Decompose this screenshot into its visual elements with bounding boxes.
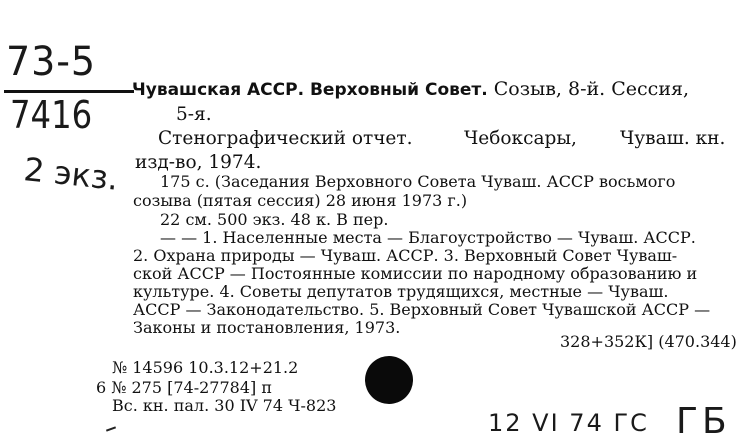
subject-line-2: 2. Охрана природы — Чуваш. АССР. 3. Верховный Совет Чуваш- bbox=[133, 246, 678, 265]
registration-number: № 14596 10.3.12+21.2 bbox=[112, 358, 299, 377]
subject-line-1: — — 1. Населенные места — Благоустройство — Чуваш. АССР. bbox=[160, 228, 696, 247]
format-line: 22 см. 500 экз. 48 к. В пер. bbox=[160, 210, 389, 229]
classification-index: 328+352К] (470.344) bbox=[560, 332, 737, 351]
session-number: 5-я. bbox=[176, 104, 212, 125]
punch-hole bbox=[365, 356, 413, 404]
heading-author: Чувашская АССР. Верховный Совет. bbox=[132, 80, 488, 100]
pub-publisher: Чуваш. кн. bbox=[620, 128, 726, 149]
pub-house-year: изд-во, 1974. bbox=[135, 152, 262, 173]
description-line-2: созыва (пятая сессия) 28 июня 1973 г.) bbox=[133, 191, 468, 210]
pub-city: Чебоксары, bbox=[464, 128, 577, 149]
call-number-top: 73-5 bbox=[6, 39, 97, 85]
subject-line-6: Законы и постановления, 1973. bbox=[133, 318, 401, 337]
description-line-1: 175 с. (Заседания Верховного Совета Чуваш. АССР восьмого bbox=[160, 172, 676, 191]
doc-title: Стенографический отчет. bbox=[158, 128, 413, 149]
heading-convocation: Созыв, 8-й. Сессия, bbox=[487, 78, 690, 100]
subject-line-5: АССР — Законодательство. 5. Верховный Совет Чувашской АССР — bbox=[133, 300, 711, 319]
handwritten-initials: ГБ bbox=[676, 401, 731, 442]
subject-line-3: ской АССР — Постоянные комиссии по народному образованию и bbox=[133, 264, 698, 283]
subject-line-4: культуре. 4. Советы депутатов трудящихся, местные — Чуваш. bbox=[133, 282, 669, 301]
book-chamber-line: Вс. кн. пал. 30 IV 74 Ч-823 bbox=[112, 396, 337, 415]
pen-mark bbox=[106, 426, 116, 431]
card-number: 6 № 275 [74-27784] п bbox=[96, 378, 273, 397]
heading-line bbox=[132, 78, 689, 101]
copies-note: 2 экз. bbox=[22, 150, 121, 198]
call-number-bottom: 7416 bbox=[10, 93, 93, 137]
handwritten-date: 12 VI 74 ГС bbox=[488, 409, 649, 437]
